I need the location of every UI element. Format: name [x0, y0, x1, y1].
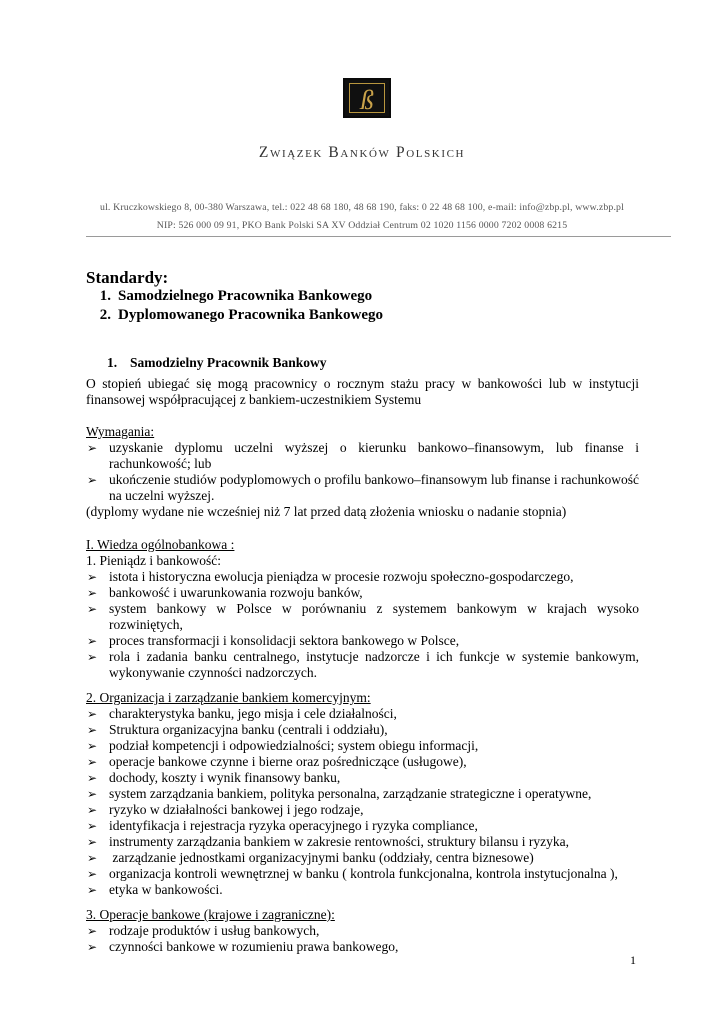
list-item	[86, 738, 639, 754]
list-item-text: etyka w bankowości.	[109, 882, 223, 897]
section-number: 1.	[107, 355, 118, 370]
standards-item	[86, 287, 639, 306]
arrow-bullet-icon: ➢	[87, 867, 98, 881]
list-item-text: bankowość i uwarunkowania rozwoju banków,	[109, 585, 363, 600]
list-item	[86, 818, 639, 834]
list-item	[86, 850, 639, 866]
arrow-bullet-icon: ➢	[87, 570, 98, 584]
list-item	[86, 633, 639, 649]
list-item-text: dochody, koszty i wynik finansowy banku,	[109, 770, 341, 785]
organization-name: Związek Banków Polskich	[258, 144, 466, 161]
list-item-text: rodzaje produktów i usług bankowych,	[109, 923, 320, 938]
document-body	[86, 268, 639, 955]
arrow-bullet-icon: ➢	[87, 771, 98, 785]
arrow-bullet-icon: ➢	[87, 634, 98, 648]
list-item	[86, 585, 639, 601]
arrow-bullet-icon: ➢	[87, 586, 98, 600]
arrow-bullet-icon: ➢	[87, 835, 98, 849]
standards-item-text: Samodzielnego Pracownika Bankowego	[118, 288, 373, 304]
list-item-text: podział kompetencji i odpowiedzialności; system obiegu informacji,	[109, 738, 479, 753]
list-item	[86, 569, 639, 585]
group-title: 3. Operacje bankowe (krajowe i zagraniczne):	[86, 907, 335, 922]
page-number: 1	[630, 953, 636, 967]
arrow-bullet-icon: ➢	[87, 940, 98, 954]
requirements-note: (dyplomy wydane nie wcześniej niż 7 lat przed datą złożenia wniosku o nadanie stopnia)	[86, 504, 567, 519]
arrow-bullet-icon: ➢	[87, 739, 98, 753]
arrow-bullet-icon: ➢	[87, 650, 98, 664]
list-item-text: uzyskanie dyplomu uczelni wyższej o kierunku bankowo–finansowym, lub finanse i rachunkowość; lub	[109, 440, 639, 471]
standards-item	[86, 306, 639, 325]
list-item	[86, 923, 639, 939]
list-item	[86, 866, 639, 882]
list-item-text: ukończenie studiów podyplomowych o profilu bankowo–finansowym lub finanse i rachunkowość na uczelni wyższej.	[109, 472, 639, 503]
list-item-text: system zarządzania bankiem, polityka personalna, zarządzanie strategiczne i operatywne,	[109, 786, 592, 801]
zbp-logo	[343, 78, 391, 118]
list-item-text: zarządzanie jednostkami organizacyjnymi banku (oddziały, centra biznesowe)	[109, 850, 534, 865]
list-item-text: system bankowy w Polsce w porównaniu z systemem bankowym w krajach wysoko rozwiniętych,	[109, 601, 639, 632]
arrow-bullet-icon: ➢	[87, 883, 98, 897]
list-item-text: ryzyko w działalności bankowej i jego rodzaje,	[109, 802, 364, 817]
list-item	[86, 882, 639, 898]
arrow-bullet-icon: ➢	[87, 819, 98, 833]
list-item-text: istota i historyczna ewolucja pieniądza w procesie rozwoju społeczno-gospodarczego,	[109, 569, 574, 584]
list-item	[86, 649, 639, 681]
arrow-bullet-icon: ➢	[87, 755, 98, 769]
list-item-text: rola i zadania banku centralnego, instytucje nadzorcze i ich funkcje w systemie bankowym, wykonywanie czynności nadzorczych.	[109, 649, 639, 680]
knowledge-title: I. Wiedza ogólnobankowa :	[86, 537, 235, 552]
arrow-bullet-icon: ➢	[87, 851, 98, 865]
logo-frame	[349, 83, 385, 113]
list-item	[86, 440, 639, 472]
list-item-text: identyfikacja i rejestracja ryzyka operacyjnego i ryzyka compliance,	[109, 818, 478, 833]
address-line: ul. Kruczkowskiego 8, 00-380 Warszawa, tel.: 022 48 68 180, 48 68 190, faks: 0 22 48 68 100, e-mail: info@zbp.pl, www.zbp.pl	[100, 202, 624, 213]
arrow-bullet-icon: ➢	[87, 473, 98, 487]
section-intro: O stopień ubiegać się mogą pracownicy o rocznym stażu pracy w bankowości lub w instytucji finansowej współpracującej z bankiem-uczestnikiem Systemu	[86, 376, 639, 407]
group-title: 1. Pieniądz i bankowość:	[86, 553, 221, 568]
list-item	[86, 722, 639, 738]
list-item-text: organizacja kontroli wewnętrznej w banku ( kontrola funkcjonalna, kontrola instytucjonalna ),	[109, 866, 618, 881]
arrow-bullet-icon: ➢	[87, 441, 98, 455]
list-item	[86, 754, 639, 770]
section-heading	[86, 355, 639, 371]
nip-line: NIP: 526 000 09 91, PKO Bank Polski SA XV Oddział Centrum 02 1020 1156 0000 7202 0008 6215	[156, 220, 568, 231]
standards-heading: Standardy:	[86, 268, 169, 287]
list-item-text: Struktura organizacyjna banku (centrali i oddziału),	[109, 722, 388, 737]
list-item-text: instrumenty zarządzania bankiem w zakresie rentowności, struktury bilansu i ryzyka,	[109, 834, 569, 849]
list-item-text: charakterystyka banku, jego misja i cele działalności,	[109, 706, 397, 721]
arrow-bullet-icon: ➢	[87, 602, 98, 616]
section-title: Samodzielny Pracownik Bankowy	[130, 355, 327, 370]
list-item	[86, 802, 639, 818]
list-item-text: czynności bankowe w rozumieniu prawa bankowego,	[109, 939, 399, 954]
list-item	[86, 706, 639, 722]
requirements-label: Wymagania:	[86, 424, 155, 439]
list-item	[86, 472, 639, 504]
arrow-bullet-icon: ➢	[87, 707, 98, 721]
arrow-bullet-icon: ➢	[87, 924, 98, 938]
list-item	[86, 834, 639, 850]
header-divider	[86, 236, 671, 237]
arrow-bullet-icon: ➢	[87, 787, 98, 801]
list-item	[86, 770, 639, 786]
group-title: 2. Organizacja i zarządzanie bankiem komercyjnym:	[86, 690, 371, 705]
list-item-text: proces transformacji i konsolidacji sektora bankowego w Polsce,	[109, 633, 460, 648]
logo-letter: ß	[360, 85, 374, 115]
list-item	[86, 939, 639, 955]
list-item	[86, 786, 639, 802]
standards-item-text: Dyplomowanego Pracownika Bankowego	[118, 307, 384, 323]
list-item	[86, 601, 639, 633]
arrow-bullet-icon: ➢	[87, 723, 98, 737]
standards-item-number: 2.	[99, 307, 111, 323]
standards-item-number: 1.	[99, 288, 111, 304]
arrow-bullet-icon: ➢	[87, 803, 98, 817]
list-item-text: operacje bankowe czynne i bierne oraz pośredniczące (usługowe),	[109, 754, 467, 769]
